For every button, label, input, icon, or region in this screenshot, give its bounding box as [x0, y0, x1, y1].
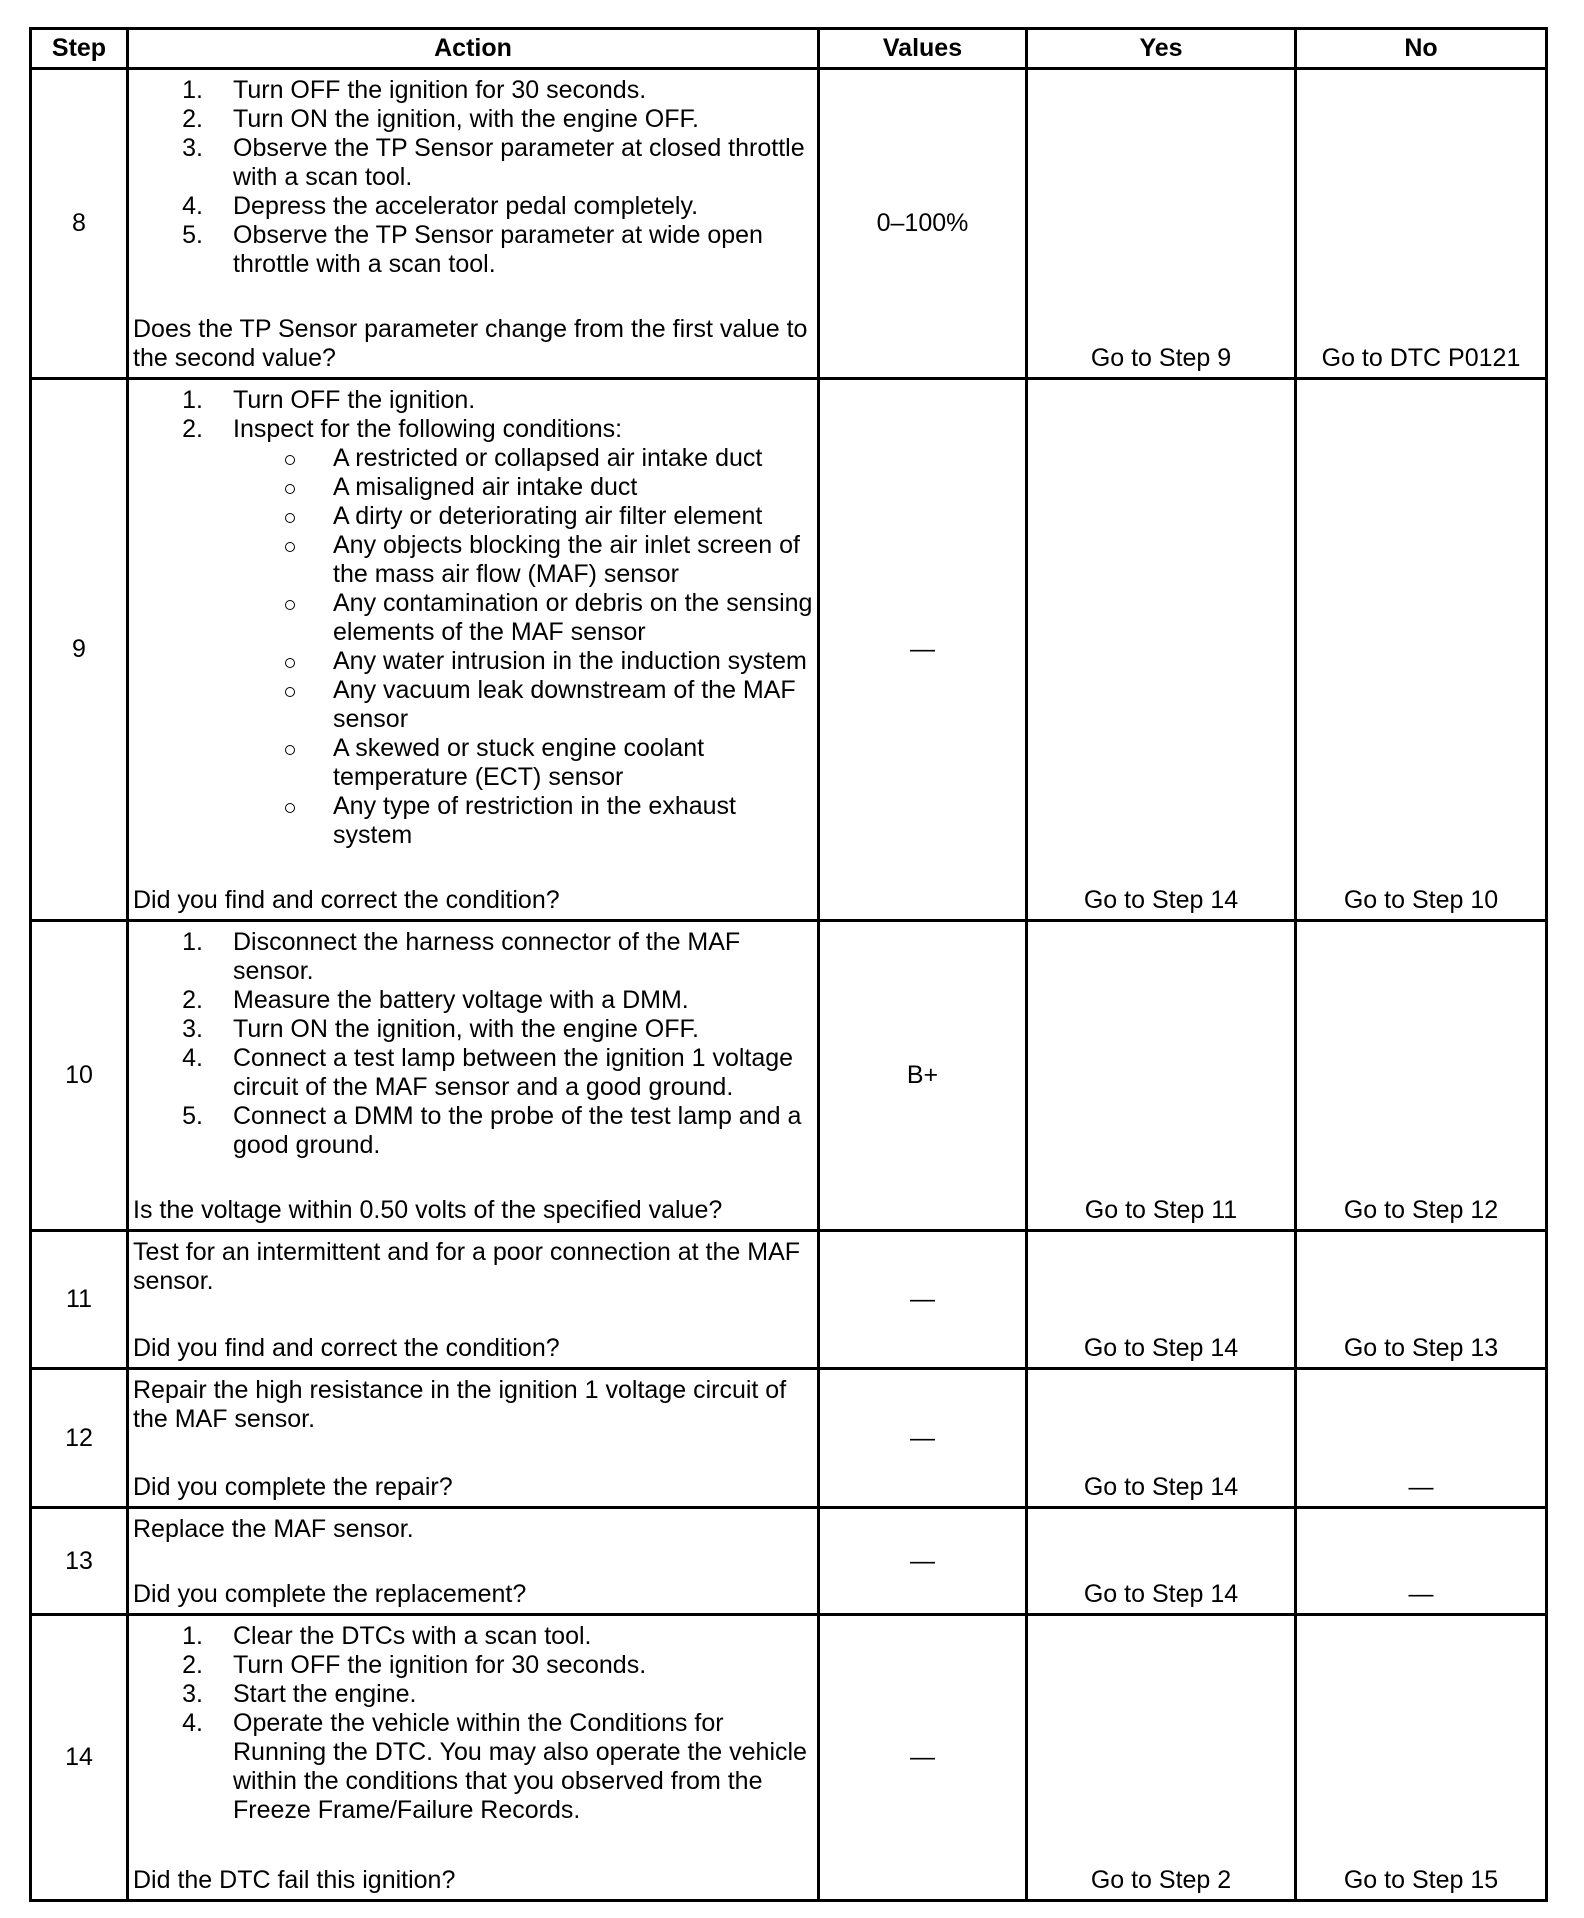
list-text: Clear the DTCs with a scan tool.	[233, 1622, 592, 1650]
list-number: 5.	[182, 221, 203, 249]
procedure-list	[133, 386, 815, 850]
step-number: 8	[72, 209, 86, 237]
list-item	[133, 105, 815, 134]
bullet-icon	[285, 484, 295, 494]
question-text: Did the DTC fail this ignition?	[133, 1866, 456, 1894]
list-number: 5.	[182, 1102, 203, 1130]
list-number: 4.	[182, 1709, 203, 1737]
list-item	[133, 415, 815, 850]
action-cell	[129, 70, 820, 380]
yes-cell	[1028, 380, 1297, 922]
list-item	[133, 76, 815, 105]
procedure-list	[133, 1622, 815, 1825]
values-cell	[820, 1616, 1028, 1902]
list-body	[233, 415, 815, 850]
step-number: 9	[72, 635, 86, 663]
step-number-cell	[32, 1616, 129, 1902]
question-text: Did you complete the replacement?	[133, 1580, 527, 1608]
condition-text: A skewed or stuck engine coolant temperature (ECT) sensor	[333, 734, 705, 791]
values-cell	[820, 922, 1028, 1232]
value-text: —	[910, 1546, 935, 1575]
condition-item	[233, 676, 815, 734]
list-number: 3.	[182, 1015, 203, 1043]
bullet-icon	[285, 658, 295, 668]
action-cell	[129, 380, 820, 922]
condition-item	[233, 473, 815, 502]
yes-cell	[1028, 1232, 1297, 1370]
list-text: Inspect for the following conditions:	[233, 415, 623, 443]
diagnostic-step-table	[29, 27, 1548, 1902]
bullet-icon	[285, 455, 295, 465]
no-text: Go to Step 13	[1343, 1334, 1499, 1362]
question-text: Does the TP Sensor parameter change from the first value to the second value?	[133, 315, 808, 372]
list-number: 1.	[182, 386, 203, 414]
yes-text: Go to Step 9	[1090, 344, 1232, 372]
condition-list	[233, 444, 815, 850]
list-item	[133, 1680, 815, 1709]
condition-item	[233, 502, 815, 531]
list-text: Disconnect the harness connector of the MAF sensor.	[233, 928, 741, 985]
step-number: 14	[65, 1743, 93, 1771]
condition-text: A restricted or collapsed air intake duct	[333, 444, 763, 472]
action-cell	[129, 922, 820, 1232]
list-text: Turn ON the ignition, with the engine OFF.	[233, 105, 699, 133]
list-number: 4.	[182, 192, 203, 220]
question-text: Did you find and correct the condition?	[133, 1334, 560, 1362]
yes-cell	[1028, 70, 1297, 380]
list-text: Turn ON the ignition, with the engine OFF.	[233, 1015, 699, 1043]
condition-item	[233, 444, 815, 473]
list-item	[133, 192, 815, 221]
no-text: Go to Step 15	[1343, 1866, 1499, 1894]
condition-item	[233, 589, 815, 647]
bullet-icon	[285, 542, 295, 552]
list-item	[133, 986, 815, 1015]
condition-item	[233, 531, 815, 589]
list-text: Turn OFF the ignition.	[233, 386, 476, 414]
yes-text: Go to Step 14	[1083, 1473, 1239, 1501]
list-text: Connect a test lamp between the ignition 1 voltage circuit of the MAF sensor and a good ground.	[233, 1044, 794, 1101]
yes-text: Go to Step 11	[1084, 1196, 1238, 1224]
procedure-list	[133, 76, 815, 279]
list-text: Observe the TP Sensor parameter at closed throttle with a scan tool.	[233, 134, 805, 191]
list-number: 1.	[182, 76, 203, 104]
list-item	[133, 1102, 815, 1160]
list-item	[133, 134, 815, 192]
value-text: —	[910, 635, 935, 663]
step-number-cell	[32, 1370, 129, 1509]
values-cell	[820, 380, 1028, 922]
step-number: 13	[65, 1546, 93, 1575]
no-text: —	[1408, 1473, 1434, 1501]
value-text: —	[910, 1285, 935, 1313]
action-cell	[129, 1370, 820, 1509]
condition-text: Any objects blocking the air inlet screen of the mass air flow (MAF) sensor	[333, 531, 800, 588]
condition-item	[233, 734, 815, 792]
header-yes: Yes	[1028, 30, 1297, 70]
condition-text: Any water intrusion in the induction system	[333, 647, 807, 675]
list-item	[133, 1651, 815, 1680]
no-text: —	[1408, 1580, 1434, 1608]
yes-text: Go to Step 14	[1083, 1580, 1239, 1608]
list-text: Observe the TP Sensor parameter at wide open throttle with a scan tool.	[233, 221, 763, 278]
yes-cell	[1028, 1616, 1297, 1902]
values-cell	[820, 1509, 1028, 1616]
list-number: 3.	[182, 1680, 203, 1708]
list-text: Connect a DMM to the probe of the test lamp and a good ground.	[233, 1102, 802, 1159]
no-text: Go to Step 12	[1343, 1196, 1499, 1224]
list-item	[133, 1015, 815, 1044]
header-step: Step	[32, 30, 129, 70]
step-number: 12	[65, 1423, 93, 1452]
list-item	[133, 1709, 815, 1825]
step-number-cell	[32, 922, 129, 1232]
condition-text: A misaligned air intake duct	[333, 473, 638, 501]
list-text: Operate the vehicle within the Conditions for Running the DTC. You may also operate the vehicle within the conditions that you observed from the Freeze Frame/Failure Records.	[233, 1709, 807, 1824]
list-number: 2.	[182, 986, 203, 1014]
no-cell	[1297, 1370, 1548, 1509]
yes-text: Go to Step 2	[1090, 1866, 1232, 1894]
condition-text: Any type of restriction in the exhaust system	[333, 792, 736, 849]
list-item	[133, 221, 815, 279]
step-number-cell	[32, 1232, 129, 1370]
condition-text: A dirty or deteriorating air filter element	[333, 502, 763, 530]
list-number: 2.	[182, 1651, 203, 1679]
procedure-list	[133, 928, 815, 1160]
bullet-icon	[285, 745, 295, 755]
yes-text: Go to Step 14	[1083, 886, 1239, 914]
bullet-icon	[285, 513, 295, 523]
bullet-icon	[285, 600, 295, 610]
list-text: Start the engine.	[233, 1680, 417, 1708]
instruction-text: Replace the MAF sensor.	[133, 1515, 414, 1543]
step-number-cell	[32, 1509, 129, 1616]
header-values: Values	[820, 30, 1028, 70]
action-cell	[129, 1509, 820, 1616]
instruction-text: Test for an intermittent and for a poor connection at the MAF sensor.	[133, 1238, 801, 1295]
value-text: —	[910, 1743, 935, 1771]
yes-cell	[1028, 922, 1297, 1232]
list-text: Depress the accelerator pedal completely.	[233, 192, 699, 220]
list-item	[133, 386, 815, 415]
step-number: 10	[65, 1061, 93, 1089]
no-text: Go to Step 10	[1343, 886, 1499, 914]
list-number: 1.	[182, 1622, 203, 1650]
value-text: B+	[906, 1061, 939, 1089]
no-cell	[1297, 1232, 1548, 1370]
list-number: 1.	[182, 928, 203, 956]
list-number: 2.	[182, 105, 203, 133]
header-no: No	[1297, 30, 1548, 70]
list-number: 4.	[182, 1044, 203, 1072]
value-text: 0–100%	[876, 209, 969, 237]
no-cell	[1297, 922, 1548, 1232]
condition-item	[233, 792, 815, 850]
condition-text: Any vacuum leak downstream of the MAF sensor	[333, 676, 796, 733]
no-cell	[1297, 1616, 1548, 1902]
list-item	[133, 1044, 815, 1102]
value-text: —	[910, 1423, 935, 1452]
bullet-icon	[285, 687, 295, 697]
values-cell	[820, 1232, 1028, 1370]
question-text: Did you complete the repair?	[133, 1473, 453, 1501]
list-item	[133, 1622, 815, 1651]
header-action: Action	[129, 30, 820, 70]
list-text: Measure the battery voltage with a DMM.	[233, 986, 689, 1014]
list-text: Turn OFF the ignition for 30 seconds.	[233, 1651, 647, 1679]
step-number-cell	[32, 380, 129, 922]
list-item	[133, 928, 815, 986]
no-cell	[1297, 380, 1548, 922]
step-number: 11	[66, 1285, 92, 1313]
condition-item	[233, 647, 815, 676]
no-cell	[1297, 70, 1548, 380]
question-text: Is the voltage within 0.50 volts of the specified value?	[133, 1196, 723, 1224]
bullet-icon	[285, 803, 295, 813]
action-cell	[129, 1232, 820, 1370]
question-text: Did you find and correct the condition?	[133, 886, 560, 914]
yes-cell	[1028, 1509, 1297, 1616]
action-cell	[129, 1616, 820, 1902]
no-cell	[1297, 1509, 1548, 1616]
values-cell	[820, 1370, 1028, 1509]
list-number: 3.	[182, 134, 203, 162]
list-text: Turn OFF the ignition for 30 seconds.	[233, 76, 647, 104]
yes-text: Go to Step 14	[1083, 1334, 1239, 1362]
yes-cell	[1028, 1370, 1297, 1509]
instruction-text: Repair the high resistance in the ignition 1 voltage circuit of the MAF sensor.	[133, 1376, 787, 1433]
step-number-cell	[32, 70, 129, 380]
no-text: Go to DTC P0121	[1321, 344, 1521, 372]
list-number: 2.	[182, 415, 203, 443]
values-cell	[820, 70, 1028, 380]
condition-text: Any contamination or debris on the sensing elements of the MAF sensor	[333, 589, 813, 646]
